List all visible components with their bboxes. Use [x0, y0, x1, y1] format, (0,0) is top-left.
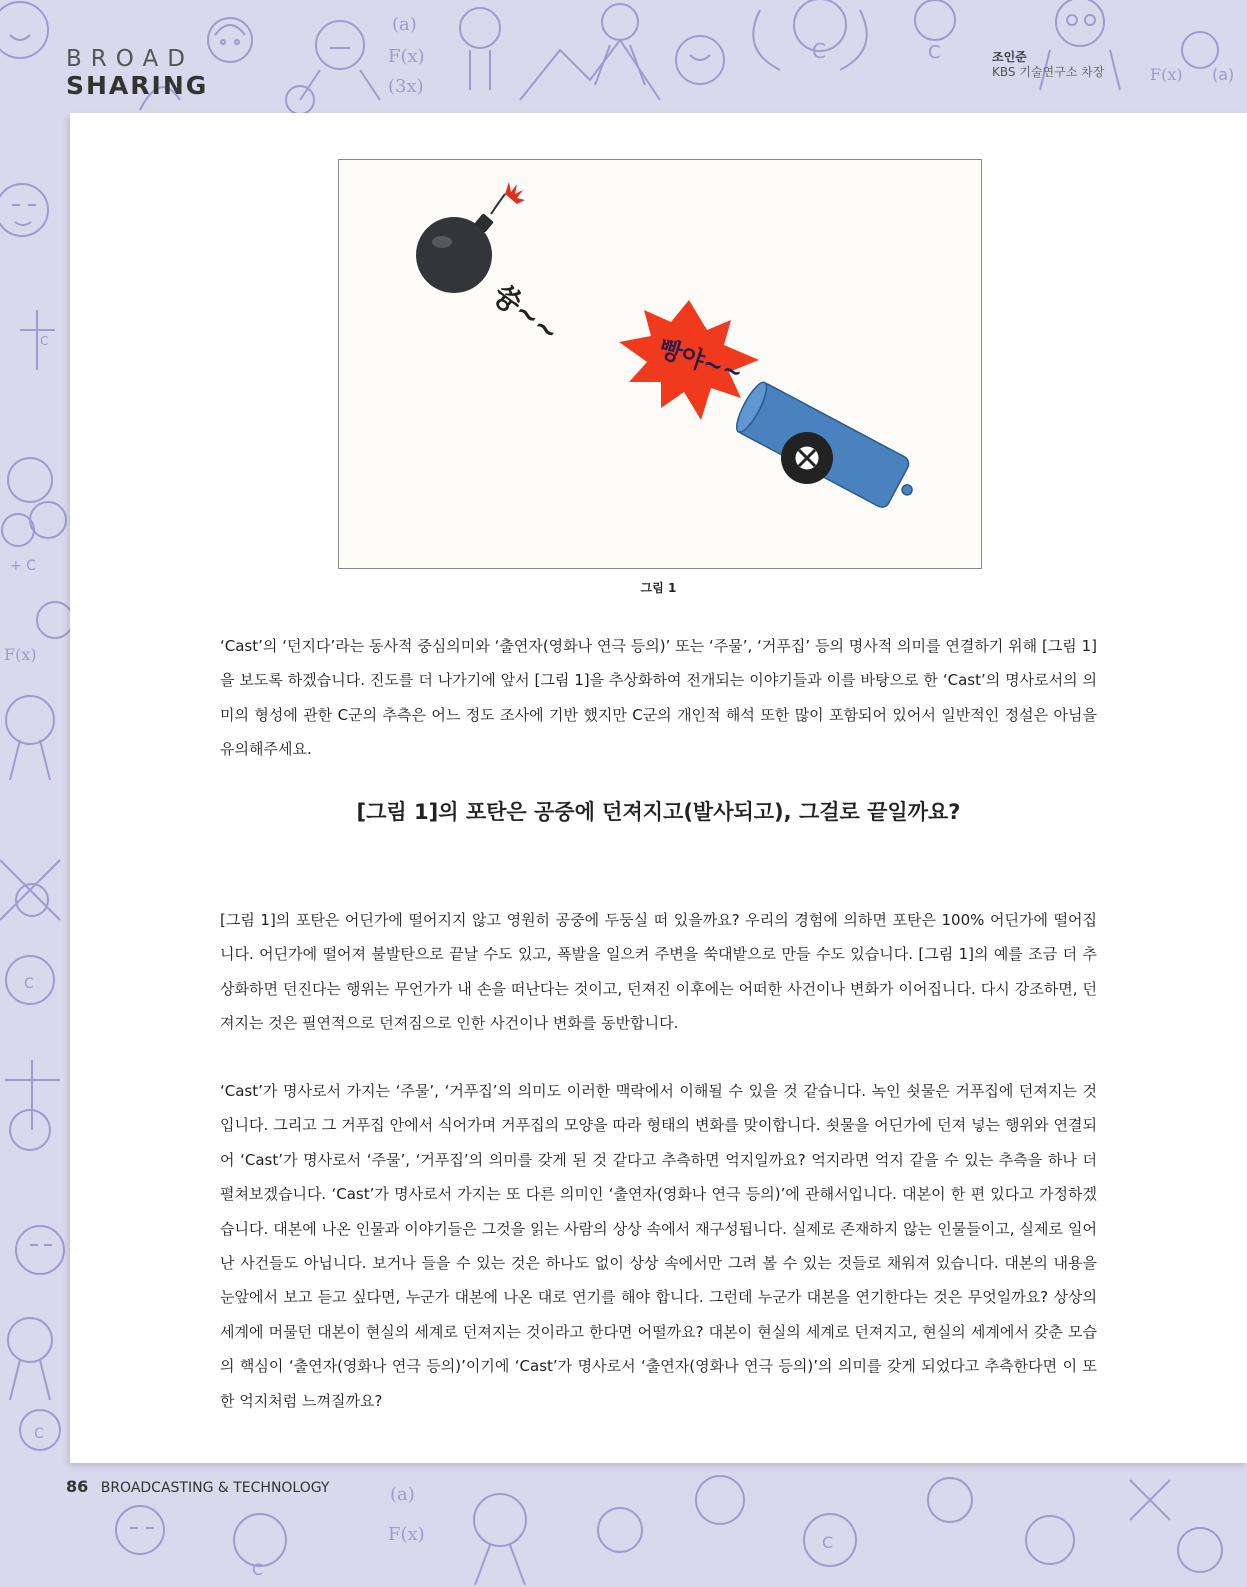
figure-1-illustration [338, 159, 982, 569]
body-paragraph-1: [그림 1]의 포탄은 어딘가에 떨어지지 않고 영원히 공중에 두둥실 떠 있을까요? 우리의 경험에 의하면 포탄은 100% 어딘가에 떨어집니다. 어딘가에 떨어져 불발탄으로 끝날 수도 있고, 폭발을 일으켜 주변을 쑥대밭으로 만들 수도 있습니다. [그림 1]의 예를 조금 더 추상화하면 던진다는 행위는 무언가가 내 손을 떠난다는 것이고, 던져진 이후에는 어떠한 사건이나 변화가 이어집니다. 다시 강조하면, 던져지는 것은 필연적으로 던져짐으로 인한 사건이나 변화를 동반합니다. [220, 911, 1097, 1033]
section-heading: [그림 1]의 포탄은 공중에 던져지고(발사되고), 그걸로 끝일까요? [356, 800, 961, 824]
author-title: KBS 기술연구소 차장 [992, 65, 1105, 79]
whoosh-sound-text: 쓩~~ [486, 277, 566, 350]
article-page [70, 113, 1247, 1463]
svg-text:F(x): F(x) [1150, 65, 1183, 84]
author-info [992, 50, 1104, 80]
svg-text:F(x): F(x) [388, 1524, 425, 1545]
brand-logo-top: BROAD [66, 46, 194, 72]
svg-text:C: C [822, 1533, 834, 1552]
intro-paragraph: ‘Cast’의 ‘던지다’라는 동사적 중심의미와 ‘출연자(영화나 연극 등의)’ 또는 ‘주물’, ‘거푸집’ 등의 명사적 의미를 연결하기 위해 [그림 1]을 보도록 하겠습니다. 진도를 더 나가기에 앞서 [그림 1]을 추상화하여 전개되는 이야기들과 이를 바탕으로 한 ‘Cast’의 명사로서의 의미의 형성에 관한 C군의 추측은 어느 정도 조사에 기반 했지만 C군의 개인적 해석 또한 많이 포함되어 있어서 일반적인 정설은 아님을 유의해주세요. [220, 637, 1097, 759]
svg-text:(a): (a) [1212, 65, 1235, 84]
svg-text:C: C [252, 1560, 264, 1579]
svg-text:+ C: + C [10, 558, 36, 574]
body-paragraph-2: ‘Cast’가 명사로서 가지는 ‘주물’, ‘거푸집’의 의미도 이러한 맥락에서 이해될 수 있을 것 같습니다. 녹인 쇳물은 거푸집에 던져지는 것입니다. 그리고 그 거푸집 안에서 식어가며 거푸집의 모양을 따라 형태의 변화를 맞이합니다. 쇳물을 어딘가에 던져 넣는 행위와 연결되어 ‘Cast’가 명사로서 ‘주물’, ‘거푸집’의 의미를 갖게 된 것 같다고 추측하면 억지일까요? 억지라면 억지 같을 수 있는 추측을 하나 더 펼쳐보겠습니다. ‘Cast’가 명사로서 가지는 또 다른 의미인 ‘출연자(영화나 연극 등의)’에 관해서입니다. 대본이 한 편 있다고 가정하겠습니다. 대본에 나온 인물과 이야기들은 그것을 읽는 사람의 상상 속에서 재구성됩니다. 실제로 존재하지 않는 인물들이고, 실제로 일어난 사건들도 아닙니다. 보거나 들을 수 있는 것은 하나도 없이 상상 속에서만 그려 볼 수 있는 것들로 채워져 있습니다. 대본의 내용을 눈앞에서 보고 듣고 싶다면, 누군가 대본에 나온 대로 연기를 해야 합니다. 그런데 누군가 대본을 연기한다는 것은 무엇일까요? 상상의 세계에 머물던 대본이 현실의 세계로 던져지는 것이라고 한다면 어떨까요? 대본이 현실의 세계로 던져지고, 현실의 세계에서 갖춘 모습의 핵심이 ‘출연자(영화나 연극 등의)’이기에 ‘Cast’가 명사로서 ‘출연자(영화나 연극 등의)’의 의미를 갖게 되었다고 추측한다면 이 또한 억지처럼 느껴질까요? [220, 1082, 1097, 1410]
svg-text:F(x): F(x) [4, 645, 37, 664]
brand-logo [66, 46, 208, 100]
svg-text:C: C [812, 39, 826, 63]
brand-logo-bottom: SHARING [66, 71, 209, 100]
page-number: 86 [66, 1477, 89, 1496]
svg-text:C: C [24, 976, 34, 992]
bomb-icon [416, 182, 525, 293]
svg-text:C: C [40, 334, 49, 348]
svg-text:(a): (a) [390, 1484, 415, 1505]
svg-text:(3x): (3x) [388, 76, 424, 97]
page-footer [66, 1477, 329, 1496]
figure-caption: 그림 1 [640, 581, 677, 595]
svg-text:F(x): F(x) [388, 46, 425, 67]
bang-sound-text: 빵야~~ [655, 334, 747, 388]
author-name: 조인준 [992, 50, 1027, 64]
svg-text:C: C [928, 42, 941, 63]
publication-name: BROADCASTING & TECHNOLOGY [100, 1480, 330, 1496]
svg-text:(a): (a) [392, 14, 417, 35]
cannon-icon [731, 379, 924, 517]
svg-text:C: C [34, 1426, 44, 1442]
